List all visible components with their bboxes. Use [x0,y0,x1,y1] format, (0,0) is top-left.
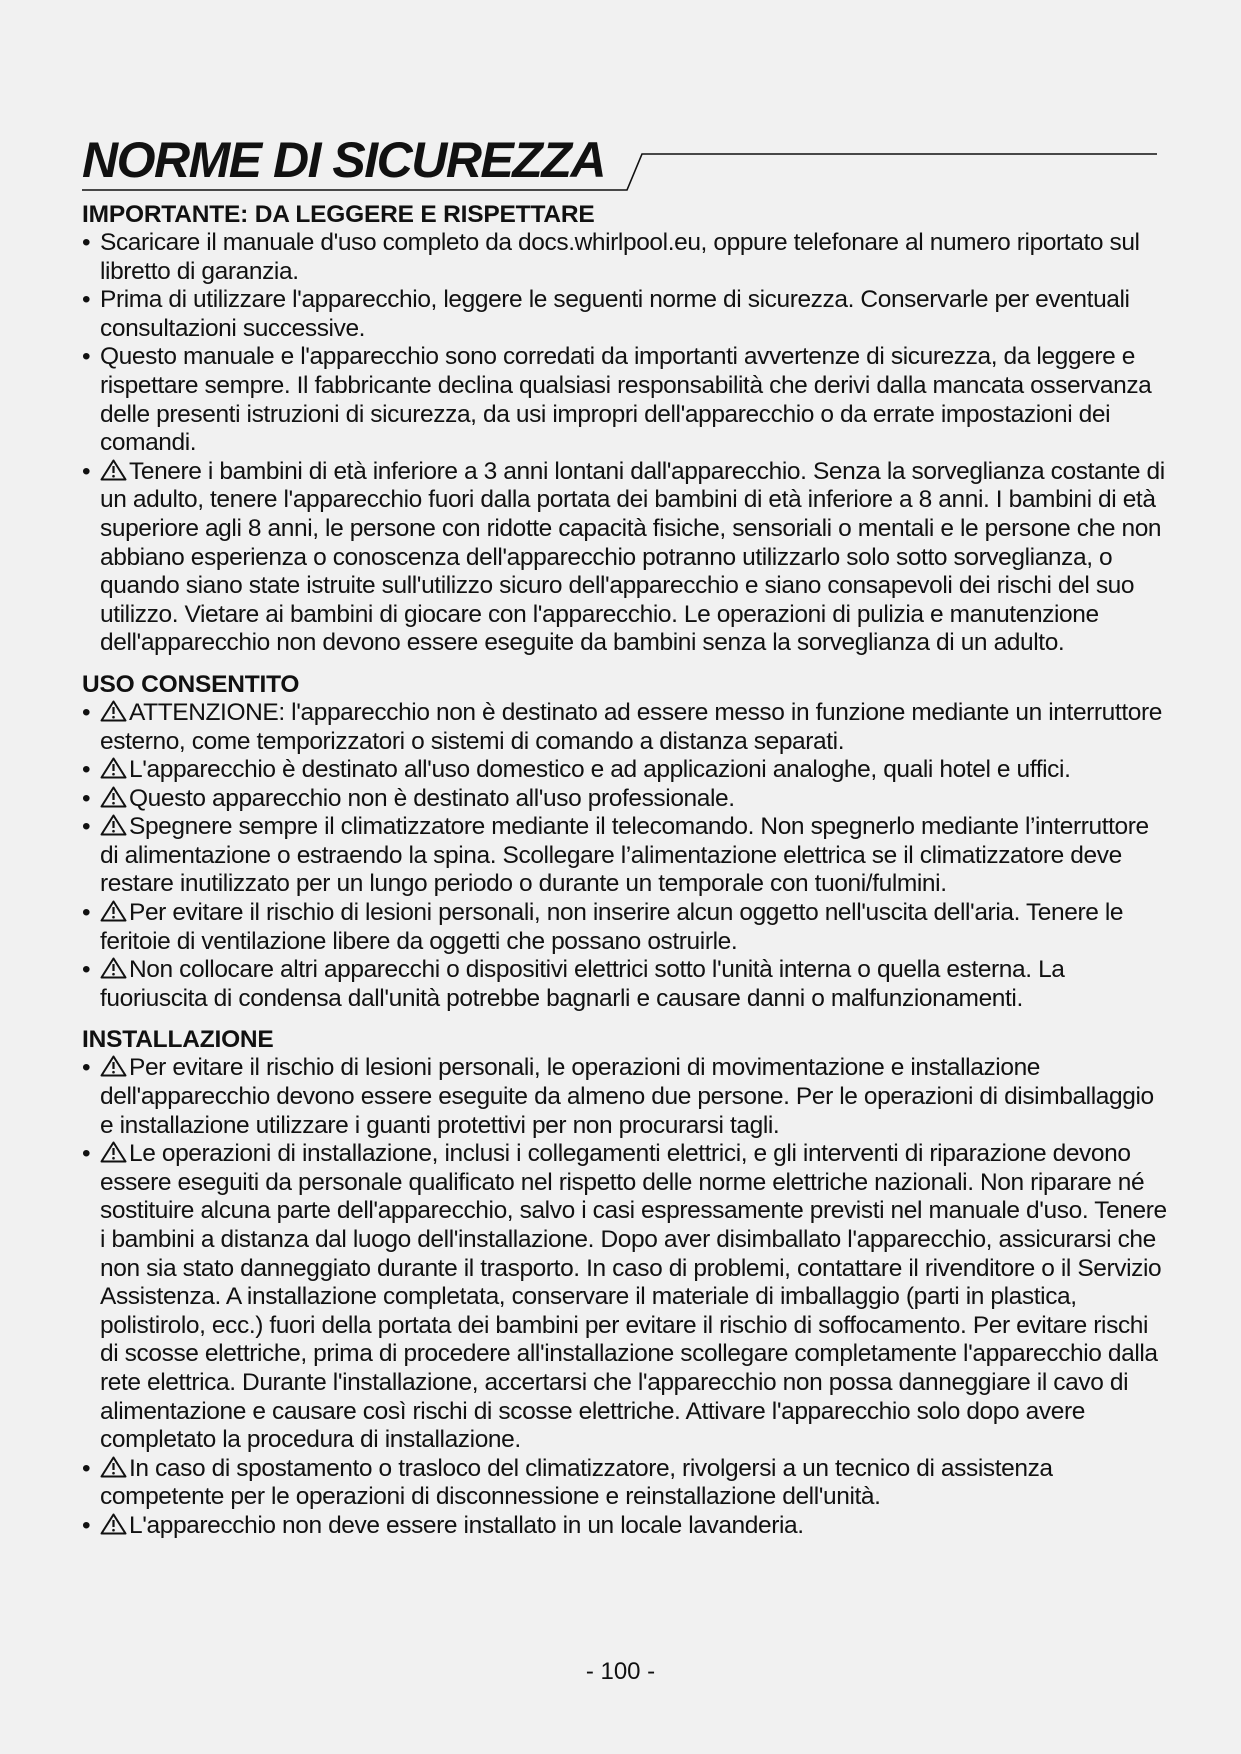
title-block [82,128,1162,198]
list-item [82,1054,1172,1140]
bullet-list-uso-consentito [82,699,1172,1014]
list-item-text: Spegnere sempre il climatizzatore mediante il telecomando. Non spegnerlo mediante l’interruttore di alimentazione o estraendo la spina. Scollegare l’alimentazione elettrica se il climatizzatore deve restare inutilizzato per un lungo periodo o durante un temporale con tuoni/fulmini. [100,813,1149,898]
warning-icon [100,900,127,922]
warning-icon [100,1055,127,1077]
list-item-text: Non collocare altri apparecchi o dispositivi elettrici sotto l'unità interna o quella esterna. La fuoriuscita di condensa dall'unità potrebbe bagnarli e causare danni o malfunzionamenti. [100,956,1065,1012]
list-item [82,343,1172,457]
section-heading-importante: IMPORTANTE: DA LEGGERE E RISPETTARE [82,201,595,228]
warning-icon [100,1513,127,1535]
warning-icon [100,700,127,722]
warning-icon [100,1456,127,1478]
list-item [82,813,1172,899]
list-item [82,1455,1172,1512]
page-number: - 100 - [585,1658,656,1685]
list-item [82,229,1172,286]
bullet-list-installazione [82,1054,1172,1540]
warning-icon [100,814,127,836]
list-item [82,1140,1172,1455]
list-item-text: Questo apparecchio non è destinato all'uso professionale. [129,784,735,812]
list-item-text: Per evitare il rischio di lesioni personali, le operazioni di movimentazione e installazione dell'apparecchio devono essere eseguite da almeno due persone. Per le operazioni di disimballaggio e installazione utilizzare i guanti protettivi per non procurarsi tagli. [100,1054,1154,1139]
list-item-text: Prima di utilizzare l'apparecchio, leggere le seguenti norme di sicurezza. Conservarle per eventuali consultazioni successive. [100,286,1130,342]
safety-content [82,200,1172,1541]
bullet-list-importante [82,229,1172,658]
page-title: NORME DI SICUREZZA [82,132,605,188]
list-item [82,1512,1172,1541]
list-item [82,458,1172,658]
list-item [82,756,1172,785]
list-item [82,956,1172,1013]
section-heading-installazione: INSTALLAZIONE [82,1026,274,1054]
list-item [82,286,1172,343]
list-item-text: Scaricare il manuale d'uso completo da docs.whirlpool.eu, oppure telefonare al numero riportato sul libretto di garanzia. [100,229,1140,285]
list-item-text: Tenere i bambini di età inferiore a 3 anni lontani dall'apparecchio. Senza la sorveglianza costante di un adulto, tenere l'apparecchio fuori dalla portata dei bambini di età inferiore a 8 anni. I bambini di età superiore agli 8 anni, le persone con ridotte capacità fisiche, sensoriali o mentali e le persone che non abbiano esperienza o conoscenza dell'apparecchio potranno utilizzarlo solo sotto sorveglianza, o quando siano state istruite sull'utilizzo sicuro dell'apparecchio e siano consapevoli dei rischi del suo utilizzo. Vietare ai bambini di giocare con l'apparecchio. Le operazioni di pulizia e manutenzione dell'apparecchio non devono essere eseguite da bambini senza la sorveglianza di un adulto. [100,457,1165,657]
list-item [82,785,1172,814]
list-item [82,899,1172,956]
list-item-text: L'apparecchio non deve essere installato in un locale lavanderia. [129,1511,804,1539]
list-item-text: Le operazioni di installazione, inclusi i collegamenti elettrici, e gli interventi di riparazione devono essere eseguiti da personale qualificato nel rispetto delle norme elettriche nazionali. Non riparare né sostituire alcuna parte dell'apparecchio, salvo i casi espressamente previsti nel manuale d'uso. Tenere i bambini a distanza dal luogo dell'installazione. Dopo aver disimballato l'apparecchio, assicurarsi che non sia stato danneggiato durante il trasporto. In caso di problemi, contattare il rivenditore o il Servizio Assistenza. A installazione completata, conservare il materiale di imballaggio (parti in plastica, polistirolo, ecc.) fuori della portata dei bambini per evitare il rischio di soffocamento. Per evitare rischi di scosse elettriche, prima di procedere all'installazione scollegare completamente l'apparecchio dalla rete elettrica. Durante l'installazione, accertarsi che l'apparecchio non possa danneggiare il cavo di alimentazione e causare così rischi di scosse elettriche. Attivare l'apparecchio solo dopo avere completato la procedura di installazione. [100,1140,1167,1454]
section-heading-uso-consentito: USO CONSENTITO [82,670,300,698]
list-item-text: Per evitare il rischio di lesioni personali, non inserire alcun oggetto nell'uscita dell'aria. Tenere le feritoie di ventilazione libere da oggetti che possano ostruirle. [100,899,1124,955]
list-item-text: ATTENZIONE: l'apparecchio non è destinato ad essere messo in funzione mediante un interruttore esterno, come temporizzatori o sistemi di comando a distanza separati. [100,698,1162,755]
warning-icon [100,1141,127,1163]
warning-icon [100,786,127,808]
warning-icon [100,957,127,979]
list-item-text: L'apparecchio è destinato all'uso domestico e ad applicazioni analoghe, quali hotel e uffici. [129,756,1071,784]
list-item-text: Questo manuale e l'apparecchio sono corredati da importanti avvertenze di sicurezza, da leggere e rispettare sempre. Il fabbricante declina qualsiasi responsabilità che derivi dalla mancata osservanza delle presenti istruzioni di sicurezza, da usi impropri dell'apparecchio o da errate impostazioni dei comandi. [100,343,1152,457]
list-item [82,699,1172,756]
warning-icon [100,459,127,481]
warning-icon [100,757,127,779]
list-item-text: In caso di spostamento o trasloco del climatizzatore, rivolgersi a un tecnico di assistenza competente per le operazioni di disconnessione e reinstallazione dell'unità. [100,1454,1053,1511]
